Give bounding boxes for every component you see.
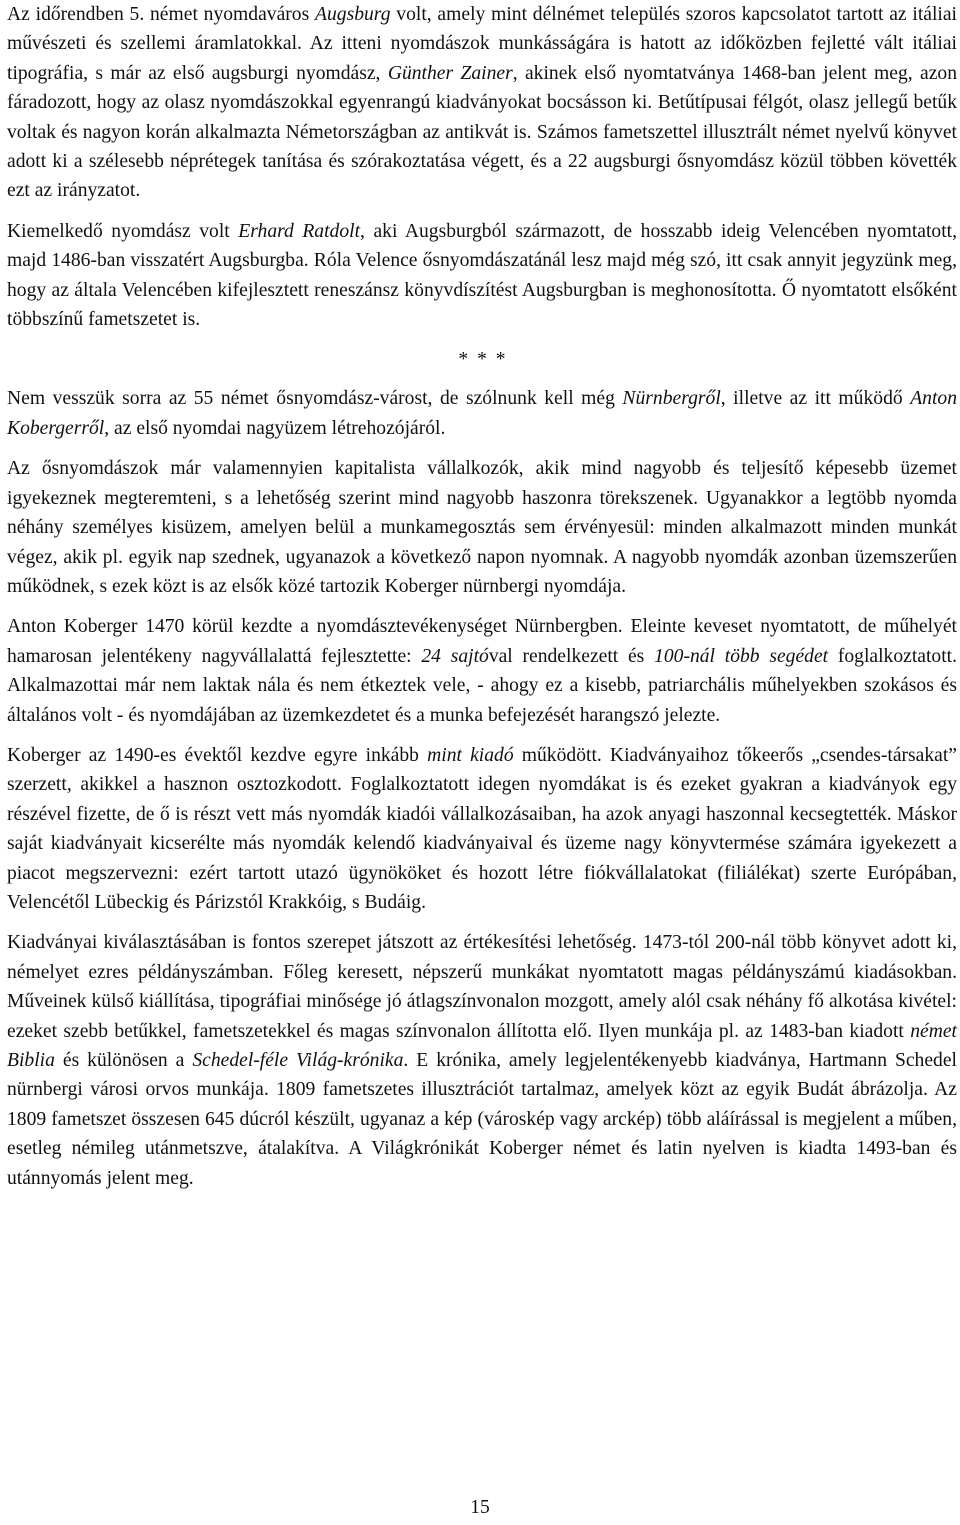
text-run: Kiemelkedő nyomdász volt [7,220,239,242]
text-run: val rendelkezett és [488,645,655,667]
paragraph-koberger-kiado [7,741,957,917]
text-run: . E krónika, amely legjelentékenyebb kiadványa, Hartmann Schedel nürnbergi városi orvos munkája. 1809 fametszetes illusztrációt tartalmaz, amelyek közt az egyik Budát ábrázolja. Az 1809 fametszet összesen 645 dúcról készült, ugyanaz a kép (városkép vagy arckép) több aláírással is megjelent a műben, esetleg némileg utánmetszve, átalakítva. A Világkrónikát Koberger német és latin nyelven is kiadta 1493-ban és utánnyomás jelent meg. [7,1050,957,1189]
paragraph-osnyomdaszok: Az ősnyomdászok már valamennyien kapitalista vállalkozók, akik mind nagyobb és teljesítő képesebb üzemet igyekeznek megteremteni, s a lehetőség szerint mind nagyobb haszonra törekszenek. Ugyanakkor a legtöbb nyomda néhány személyes kisüzem, amelyen belül a munkamegosztás sem érvényesül: minden alkalmazott minden munkát végez, akik pl. egyik nap szednek, ugyanazok a következő napon nyomnak. A nagyobb nyomdák azonban üzemszerűen működnek, s ezek közt is az elsők közé tartozik Koberger nürnbergi nyomdája. [7,458,957,597]
text-run: , az első nyomdai nagyüzem létrehozójáról. [104,417,446,439]
italic-augsburg: Augsburg [315,4,391,25]
text-run: , illetve az itt működő [720,388,911,410]
italic-24-sajto: 24 sajtó [421,645,489,667]
page-number: 15 [470,1497,490,1518]
page-body [7,0,957,1204]
paragraph-koberger-1470 [7,612,957,730]
paragraph-kiadvanyai [7,928,957,1193]
italic-gunther-zainer: Günther Zainer [387,62,513,84]
paragraph-augsburg [7,0,957,206]
text-run: , akinek első nyomtatványa 1468-ban jelent meg, azon fáradozott, hogy az olasz nyomdászokkal egyenrangú kiadványokat bocsásson ki. Betűtípusai félgót, olasz jellegű betűk voltak és nagyon korán alkalmazta Németországban az antikvát is. Számos fametszettel illusztrált német nyelvű könyvet adott ki a szélesebb néprétegek tanítása és szórakoztatása végett, és a 22 augsburgi ősnyomdász közül többen követték ezt az irányzatot. [7,62,957,202]
text-run: működött. Kiadványaihoz tőkeerős „csendes-társakat” szerzett, akikkel a hasznon osztozkodott. Foglalkoztatott idegen nyomdákat is és ezeket gyakran a kiadványok egy részével fizette, de ő is részt vett más nyomdák kiadói vállalkozásaiban, ha azok anyagi haszonnal kecsegtették. Máskor saját kiadványait kicserélte más nyomdák kelendő kiadványaival és üzeme nagy könyvtermése számára igyekezett a piacot megszervezni: ezért tartott utazó ügynököket és hozott létre fiókvállalatokat (filiálékat) szerte Európában, Velencétől Lübeckig és Párizstól Krakkóig, s Budáig. [7,744,957,913]
italic-schedel-vilag-kronika: Schedel-féle Világ-krónika [192,1050,404,1071]
text-run: Az időrendben 5. német nyomdaváros [7,4,316,25]
paragraph-ratdolt [7,217,957,335]
text-run: Koberger az 1490-es évektől kezdve egyre inkább [7,744,428,766]
paragraph-nurnberg [7,384,957,443]
text-run: Nem vesszük sorra az 55 német ősnyomdász-várost, de szólnunk kell még [7,388,623,410]
text-run: Kiadványai kiválasztásában is fontos szerepet játszott az értékesítési lehetőség. 1473-tól 200-nál több könyvet adott ki, némelyet ezres példányszámban. Főleg keresett, népszerű munkákat nyomtatott magas példányszámú kiadásokban. Műveinek külső kiállítása, tipográfiai minősége jó átlagszínvonalon mozgott, amely alól csak néhány fő alkotása kivétel: ezeket szebb betűkkel, fametszetekkel és magas színvonalon állította elő. Ilyen munkája pl. az 1483-ban kiadott [7,932,957,1042]
italic-erhard-ratdolt: Erhard Ratdolt [238,220,361,242]
section-separator: * * * [458,349,506,371]
italic-100-segéd: 100-nál több segédet [654,645,829,667]
italic-nurnberg: Nürnbergről [622,388,721,410]
text-run: foglalkoztatott. Alkalmazottai már nem laktak nála és nem étkeztek vele, - ahogy ez a kisebb, patriarchális műhelyekben szokásos és általános volt - és nyomdájában az üzemkezdetet és a munka befejezését harangszó jelezte. [7,645,958,726]
text-run: és különösen a [54,1050,193,1071]
text-run: volt, amely mint délnémet település szoros kapcsolatot tartott az itáliai művészeti és szellemi áramlatokkal. Az itteni nyomdászok munkásságára is hatott az időközben fejletté vált itáliai tipográfia, s már az első augsburgi nyomdász, [7,4,957,84]
text-run: , aki Augsburgból származott, de hosszabb ideig Velencében nyomtatott, majd 1486-ban visszatért Augsburgba. Róla Velence ősnyomdászatánál lesz majd még szó, itt csak annyit jegyzünk meg, hogy az általa Velencében kifejlesztett reneszánsz könyvdíszítést Augsburgban is meghonosította. Ő nyomtatott elsőként többszínű fametszetet is. [7,220,957,331]
italic-mint-kiado: mint kiadó [427,744,514,766]
text-run: Anton Koberger 1470 körül kezdte a nyomdásztevékenységet Nürnbergben. Eleinte keveset nyomtatott, de műhelyét hamarosan jelentékeny nagyvállalattá fejlesztette: [7,616,957,667]
italic-nemet-biblia: német Biblia [7,1020,957,1071]
italic-anton-koberger: Anton Kobergerről [7,388,957,439]
